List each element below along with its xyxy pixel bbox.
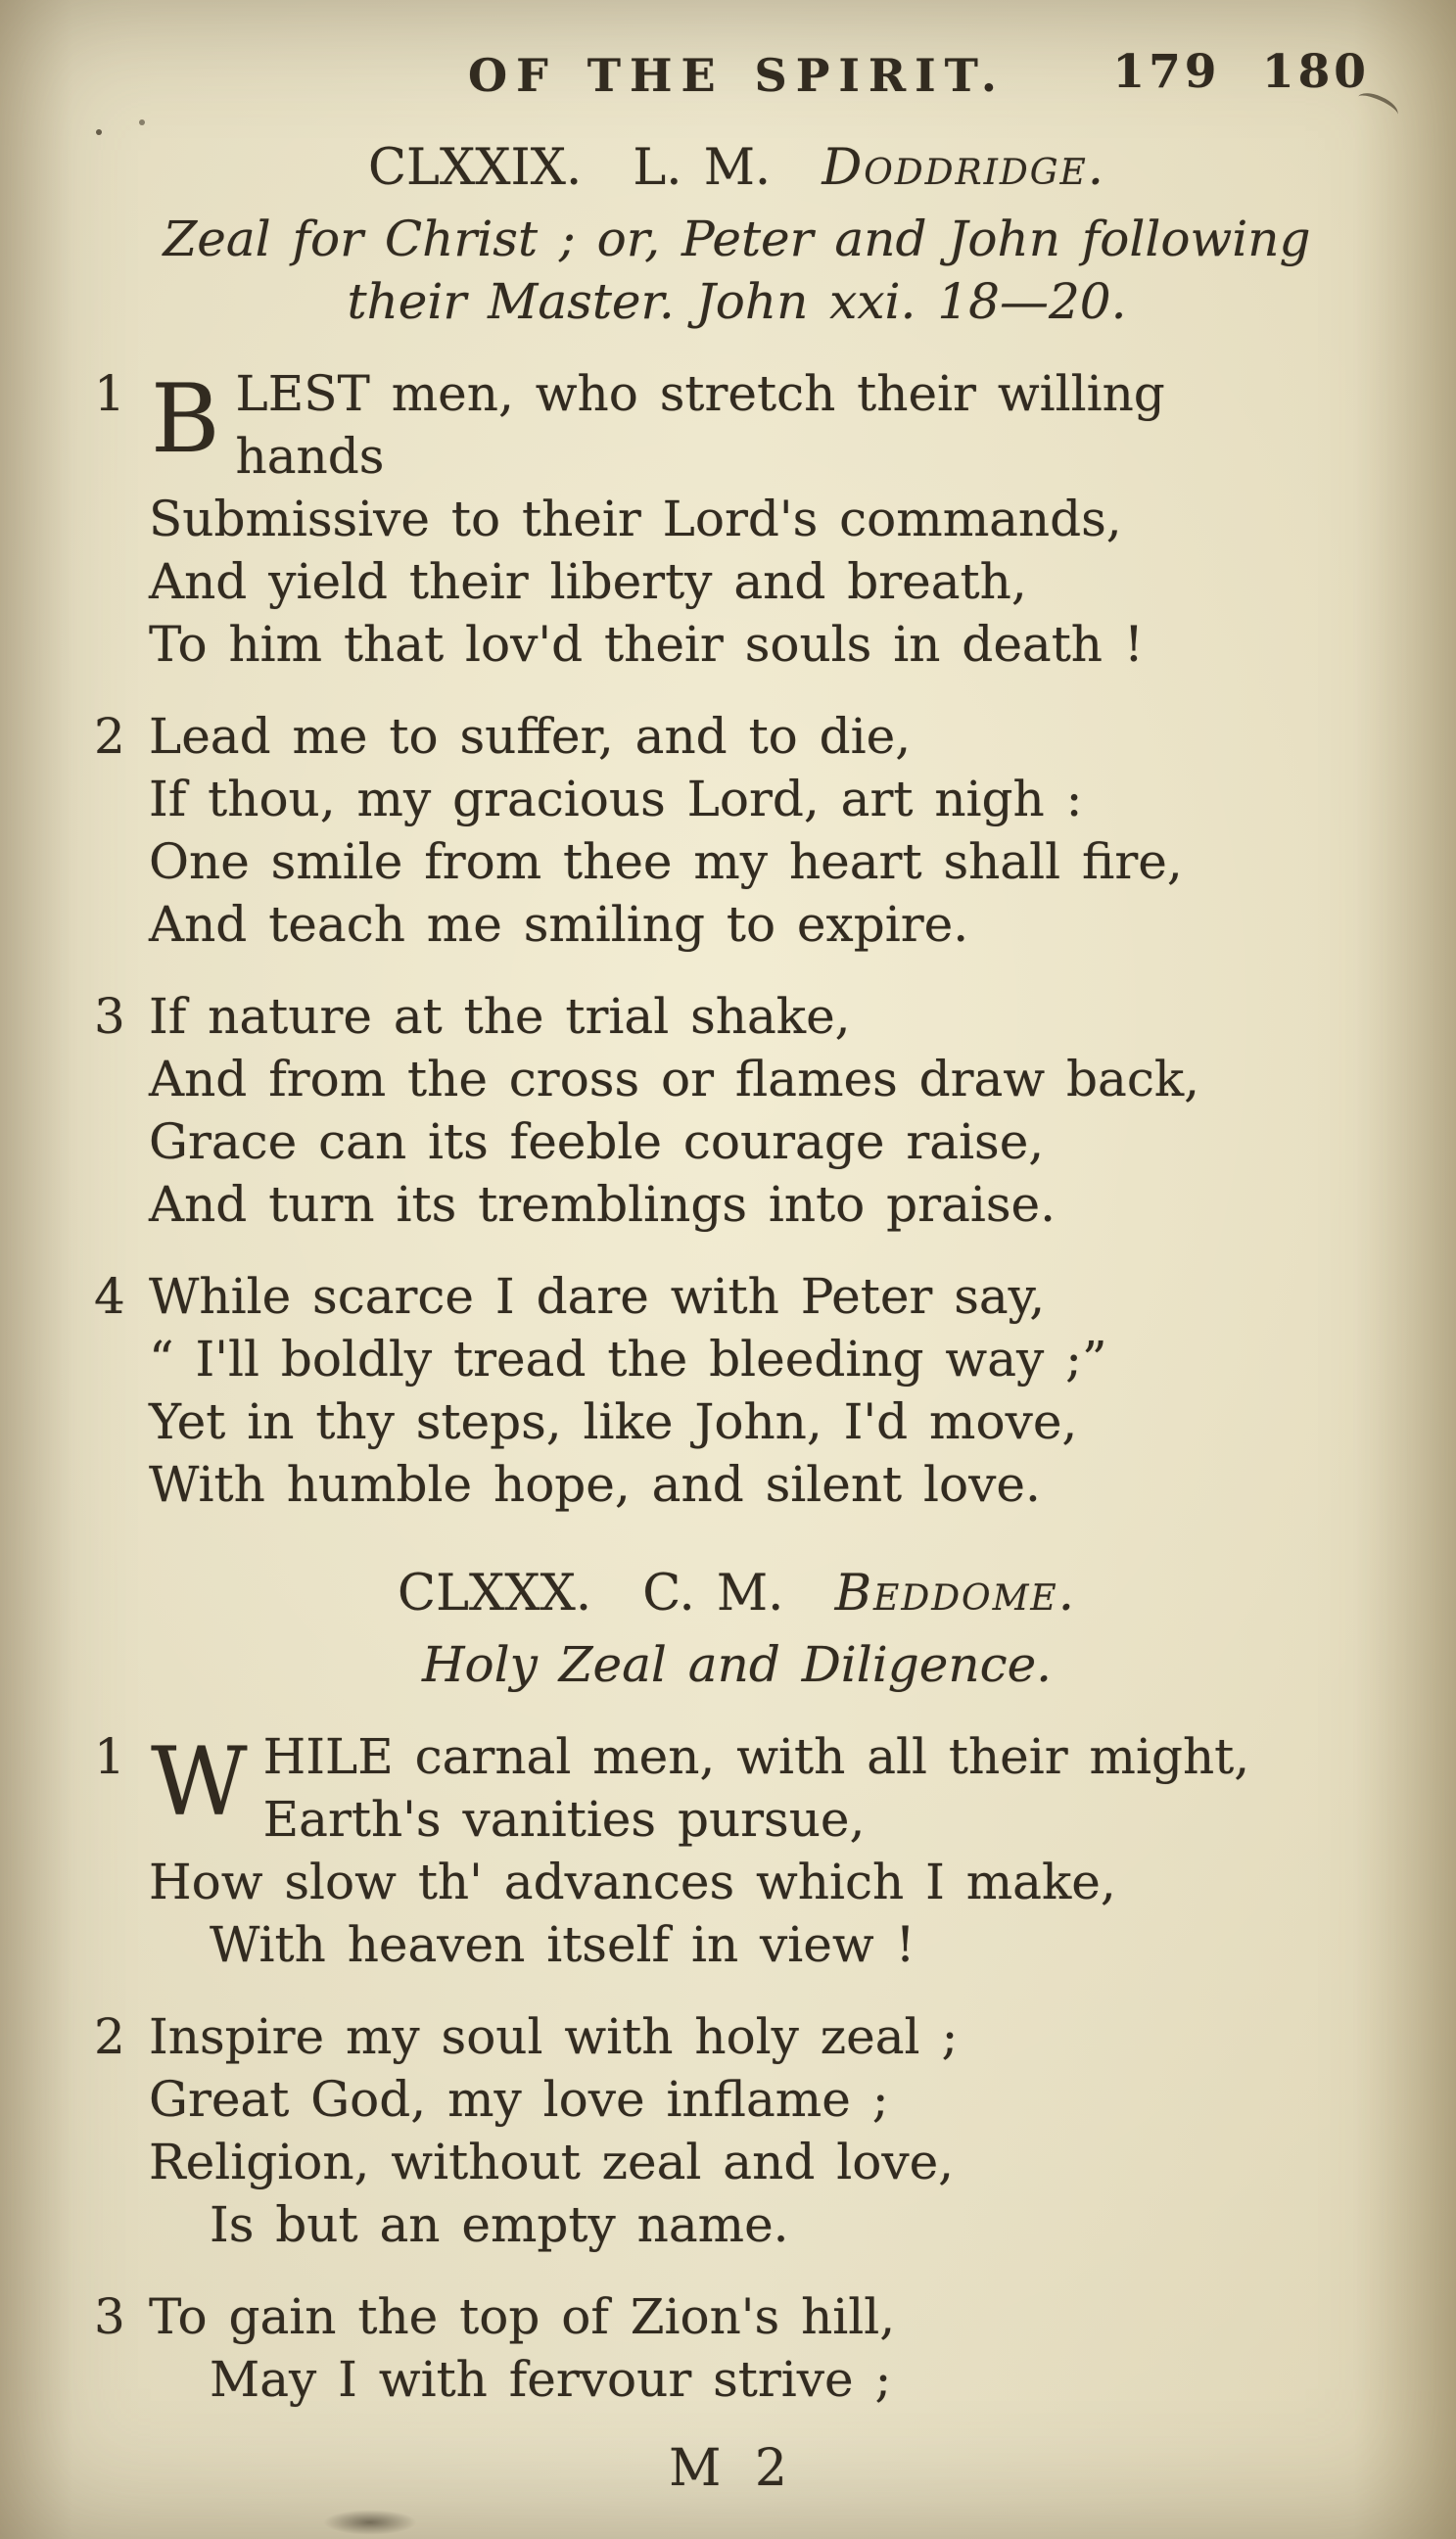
hymn-author: Doddridge. — [822, 139, 1105, 197]
verse-number: 3 — [94, 988, 125, 1045]
verse-line: One smile from thee my heart shall fire, — [149, 833, 1183, 890]
verse-line: And from the cross or flames draw back, — [149, 1051, 1200, 1107]
signature-mark: M 2 — [669, 2439, 787, 2498]
verse-number: 1 — [94, 1728, 125, 1785]
verse-text — [149, 705, 1380, 956]
verse-line: Submissive to their Lord's commands, — [149, 491, 1122, 547]
verse-number: 1 — [94, 365, 125, 422]
verse-2 — [94, 705, 1380, 956]
verse-number: 3 — [94, 2288, 125, 2345]
verse-line: While scarce I dare with Peter say, — [149, 1268, 1046, 1325]
verse-text — [149, 2005, 1380, 2256]
hymn-clxxx — [94, 1563, 1380, 2411]
verse-line: With heaven itself in view ! — [210, 1916, 916, 1973]
verse-line: Earth's vanities pursue, — [262, 1791, 866, 1848]
verse-3 — [94, 2285, 1380, 2411]
dropcap-letter: B — [151, 364, 220, 474]
verse-line: Lead me to suffer, and to die, — [149, 708, 912, 765]
hymn-number: CLXXIX. — [368, 139, 583, 197]
hymn-author: Beddome. — [834, 1565, 1076, 1622]
verse-text — [149, 1265, 1380, 1516]
dropcap-letter: W — [151, 1727, 248, 1837]
page-numbers: 179 180 — [1112, 45, 1370, 99]
verse-line: Inspire my soul with holy zeal ; — [149, 2008, 959, 2065]
scan-artifact-dots — [96, 129, 102, 135]
verse-2 — [94, 2005, 1380, 2256]
verse-line: If thou, my gracious Lord, art nigh : — [149, 771, 1083, 827]
scan-artifact-smudge — [323, 2510, 417, 2535]
verse-line: May I with fervour strive ; — [210, 2351, 892, 2408]
hymn-title — [94, 208, 1380, 333]
hymn-title — [94, 1633, 1380, 1696]
verse-1 — [94, 362, 1380, 676]
hymn-title-line: Holy Zeal and Diligence. — [421, 1636, 1053, 1693]
verse-text — [149, 985, 1380, 1236]
verse-line: Great God, my love inflame ; — [149, 2071, 889, 2128]
running-header — [94, 43, 1380, 112]
hymn-heading — [94, 137, 1380, 200]
hymn-number: CLXXX. — [398, 1565, 592, 1622]
verse-line: hands — [235, 428, 385, 485]
verse-line: LEST men, who stretch their willing — [235, 365, 1165, 422]
verse-line: HILE carnal men, with all their might, — [262, 1728, 1250, 1785]
verse-line: Grace can its feeble courage raise, — [149, 1113, 1045, 1170]
verse-line: Yet in thy steps, like John, I'd move, — [149, 1393, 1078, 1450]
verse-text — [149, 362, 1380, 676]
verse-4 — [94, 1265, 1380, 1516]
verse-number: 2 — [94, 2008, 125, 2065]
hymn-clxxix — [94, 137, 1380, 1516]
verse-line: To him that lov'd their souls in death ! — [149, 616, 1144, 673]
verse-line: Religion, without zeal and love, — [149, 2134, 955, 2190]
verse-text — [149, 1725, 1380, 1976]
running-header-title: OF THE SPIRIT. — [468, 49, 1006, 102]
hymn-title-line: their Master. John xxi. 18—20. — [347, 273, 1127, 330]
hymn-meter: C. M. — [642, 1565, 784, 1622]
verse-line: Is but an empty name. — [210, 2196, 789, 2253]
verse-number: 4 — [94, 1268, 125, 1325]
verse-text — [149, 2285, 1380, 2411]
verse-line: And teach me smiling to expire. — [149, 896, 969, 953]
verse-line: “ I'll boldly tread the bleeding way ;” — [149, 1331, 1107, 1387]
verse-line: With humble hope, and silent love. — [149, 1456, 1041, 1513]
verse-1 — [94, 1725, 1380, 1976]
verse-line: And turn its tremblings into praise. — [149, 1176, 1057, 1233]
verse-line: If nature at the trial shake, — [149, 988, 851, 1045]
hymn-title-line: Zeal for Christ ; or, Peter and John following — [163, 211, 1311, 267]
verse-line: How slow th' advances which I make, — [149, 1854, 1116, 1910]
verse-3 — [94, 985, 1380, 1236]
verse-line: And yield their liberty and breath, — [149, 553, 1027, 610]
hymn-meter: L. M. — [633, 139, 772, 197]
verse-number: 2 — [94, 708, 125, 765]
hymn-heading — [94, 1563, 1380, 1625]
verse-line: To gain the top of Zion's hill, — [149, 2288, 896, 2345]
